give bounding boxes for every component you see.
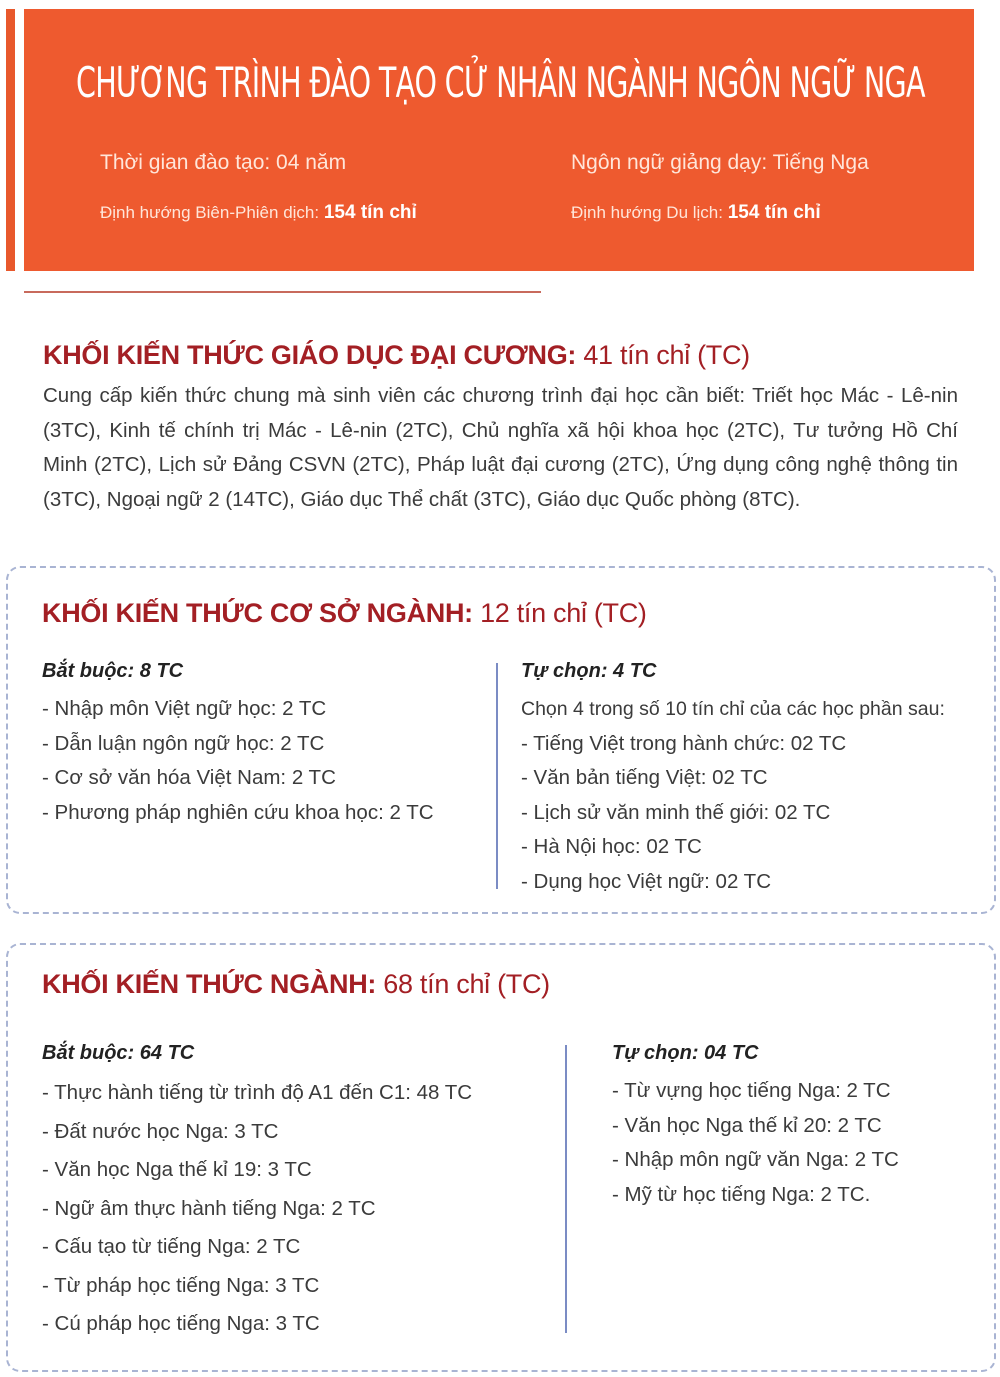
- track-tourism: [571, 202, 821, 224]
- duration-text: Thời gian đào tạo: 04 năm: [100, 151, 347, 174]
- list-item: - Hà Nội học: 02 TC: [521, 835, 702, 858]
- major-elective-column: [612, 1042, 899, 1212]
- list-item: - Văn học Nga thế kỉ 20: 2 TC: [612, 1113, 882, 1137]
- language-text: Ngôn ngữ giảng dạy: Tiếng Nga: [571, 151, 869, 174]
- program-title: CHƯƠNG TRÌNH ĐÀO TẠO CỬ NHÂN NGÀNH NGÔN NGỮ NGA: [76, 58, 925, 107]
- list-item: - Văn học Nga thế kỉ 19: 3 TC: [42, 1158, 312, 1181]
- list-item: - Dẫn luận ngôn ngữ học: 2 TC: [42, 731, 325, 755]
- list-item: - Cú pháp học tiếng Nga: 3 TC: [42, 1312, 320, 1335]
- general-title-text: KHỐI KIẾN THỨC GIÁO DỤC ĐẠI CƯƠNG:: [43, 340, 577, 370]
- foundation-elective-column: [521, 660, 945, 899]
- list-item: - Mỹ từ học tiếng Nga: 2 TC.: [612, 1182, 871, 1206]
- track-interpreting-label: Định hướng Biên-Phiên dịch:: [100, 203, 320, 222]
- divider-rule: [24, 291, 541, 293]
- list-item: - Ngữ âm thực hành tiếng Nga: 2 TC: [42, 1196, 376, 1220]
- foundation-column-divider: [496, 663, 498, 889]
- list-item: - Văn bản tiếng Việt: 02 TC: [521, 766, 768, 789]
- general-section-title: [43, 340, 750, 371]
- foundation-elective-heading: Tự chọn: 4 TC: [521, 660, 657, 682]
- list-item: - Cơ sở văn hóa Việt Nam: 2 TC: [42, 766, 336, 789]
- foundation-required-heading: Bắt buộc: 8 TC: [42, 660, 184, 682]
- foundation-credits: 12 tín chỉ (TC): [480, 598, 647, 628]
- foundation-elective-note: Chọn 4 trong số 10 tín chỉ của các học phần sau:: [521, 698, 945, 720]
- list-item: - Từ pháp học tiếng Nga: 3 TC: [42, 1273, 320, 1297]
- list-item: - Thực hành tiếng từ trình độ A1 đến C1: 48 TC: [42, 1081, 473, 1104]
- track-tourism-label: Định hướng Du lịch:: [571, 203, 723, 222]
- foundation-title-text: KHỐI KIẾN THỨC CƠ SỞ NGÀNH:: [42, 598, 473, 628]
- track-tourism-credits: 154 tín chỉ: [727, 202, 821, 223]
- foundation-section-title: [42, 598, 647, 629]
- major-credits: 68 tín chỉ (TC): [383, 969, 550, 999]
- list-item: - Nhập môn Việt ngữ học: 2 TC: [42, 697, 327, 720]
- list-item: - Lịch sử văn minh thế giới: 02 TC: [521, 800, 831, 824]
- track-interpreting: [100, 202, 417, 224]
- list-item: - Từ vựng học tiếng Nga: 2 TC: [612, 1079, 891, 1102]
- list-item: - Cấu tạo từ tiếng Nga: 2 TC: [42, 1235, 301, 1258]
- major-title-text: KHỐI KIẾN THỨC NGÀNH:: [42, 969, 377, 999]
- list-item: - Tiếng Việt trong hành chức: 02 TC: [521, 731, 847, 755]
- major-column-divider: [565, 1045, 567, 1333]
- general-credits: 41 tín chỉ (TC): [583, 340, 750, 370]
- list-item: - Nhập môn ngữ văn Nga: 2 TC: [612, 1148, 899, 1171]
- major-required-column: [42, 1042, 472, 1344]
- general-description: Cung cấp kiến thức chung mà sinh viên các chương trình đại học cần biết: Triết học Mác - Lê-nin (3TC), Kinh tế chính trị Mác - Lê-nin (2TC), Chủ nghĩa xã hội khoa học (2TC), Tư tưởng Hồ Chí Minh (2TC), Lịch sử Đảng CSVN (2TC), Pháp luật đại cương (2TC), Ứng dụng công nghệ thông tin (3TC), Ngoại ngữ 2 (14TC), Giáo dục Thể chất (3TC), Giáo dục Quốc phòng (8TC).: [43, 384, 958, 511]
- list-item: - Phương pháp nghiên cứu khoa học: 2 TC: [42, 800, 434, 824]
- track-interpreting-credits: 154 tín chỉ: [323, 202, 417, 223]
- header-side-stripe: [6, 9, 15, 271]
- foundation-required-column: [42, 660, 434, 830]
- major-section-title: [42, 969, 550, 1000]
- major-required-heading: Bắt buộc: 64 TC: [42, 1042, 195, 1064]
- major-elective-heading: Tự chọn: 04 TC: [612, 1042, 759, 1064]
- list-item: - Dụng học Việt ngữ: 02 TC: [521, 869, 771, 893]
- program-header: [24, 9, 974, 271]
- list-item: - Đất nước học Nga: 3 TC: [42, 1119, 279, 1143]
